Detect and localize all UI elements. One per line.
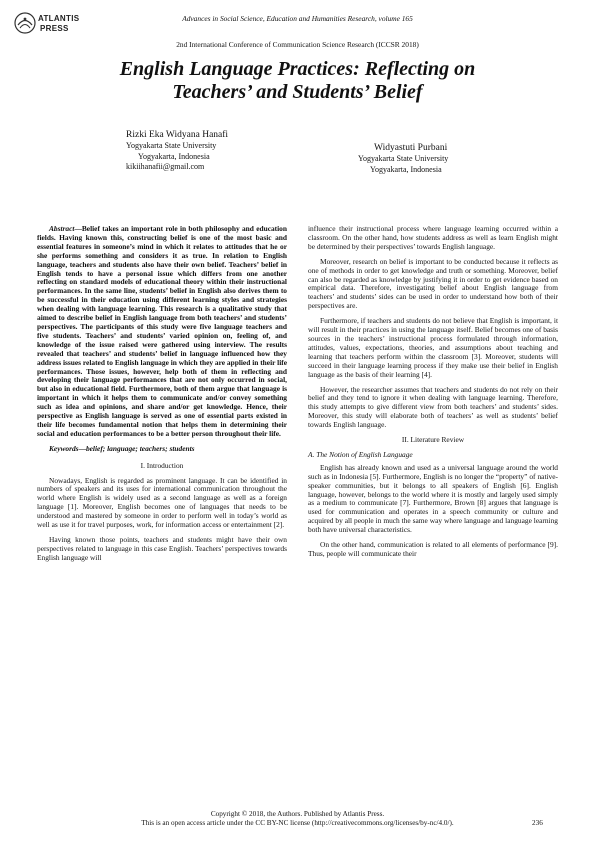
author-email: kikiihanafii@gmail.com	[126, 162, 205, 171]
title-line-1: English Language Practices: Reflecting on	[119, 58, 476, 80]
series-title: Advances in Social Science, Education and Humanities Research, volume 165	[182, 14, 413, 23]
keywords: Keywords—belief; language; teachers; students	[49, 443, 195, 453]
paragraph: influence their instructional process where language learning occurred within a classroom. On the other hand, how students address as well as learn English might be determined by their perspectives’ towards English language.	[308, 224, 558, 251]
paragraph: Furthermore, if teachers and students do not believe that English is important, it will result in their practices in using the language itself. Belief becomes one of basis sources in the teachers’ instructional process formulated through information, attitudes, values, expectations, theories, and assumptions about teaching and learning that teachers perform within the classroom [3]. Moreover, students will succeed in their language learning process if they make use their belief in English language as the basis of their learning [4].	[308, 316, 558, 379]
author-name: Rizki Eka Widyana Hanafi	[126, 130, 229, 140]
abstract-lead: Abstract	[49, 224, 75, 233]
conference-name: 2nd International Conference of Communication Science Research (ICCSR 2018)	[176, 40, 419, 49]
paragraph: Nowadays, English is regarded as prominent language. It can be identified in numbers of speakers and its uses for international communication throughout the world where English is widely used as a second language as well as a foreign language [1]. Moreover, English becomes one of languages that needs to be understood and mastered by someone in order to perform well in today’s world as well as use it for travel purposes, work, for information access or entertainment [2].	[37, 475, 287, 530]
author-block-2	[358, 142, 448, 175]
author-affiliation: Yogyakarta State University	[126, 141, 217, 150]
title-line-2: Teachers’ and Students’ Belief	[172, 81, 423, 103]
page-number: 236	[532, 819, 543, 827]
author-location: Yogyakarta, Indonesia	[370, 164, 442, 174]
paragraph: On the other hand, communication is related to all elements of performance [9]. Thus, people will communicate their	[308, 540, 558, 558]
page-footer	[0, 810, 595, 828]
logo-text-press: PRESS	[40, 24, 69, 33]
author-affiliation: Yogyakarta State University	[358, 154, 449, 163]
paper-title	[40, 58, 555, 104]
author-name: Widyastuti Purbani	[374, 143, 448, 153]
copyright-line: Copyright © 2018, the Authors. Published by Atlantis Press.	[210, 810, 385, 818]
right-column	[308, 225, 558, 565]
license-line: This is an open access article under the CC BY-NC license (http://creativecommons.org/licenses/by-nc/4.0/).	[141, 819, 454, 827]
publisher-logo	[8, 6, 98, 40]
paragraph: Having known those points, teachers and students might have their own perspectives related to language in this case English. Teachers’ perspectives towards English language will	[37, 535, 287, 562]
abstract	[37, 225, 287, 439]
left-column	[37, 225, 287, 569]
section-heading-introduction: I. Introduction	[140, 460, 184, 470]
paragraph: English has already known and used as a universal language around the world such as in Indonesia [5]. Furthermore, English is no longer the “property” of native-speaker communities, but it belongs to all speakers of English [6]. English language, however, belongs to the world where it is mostly and largely used simply as a medium to communicate [7]. Furthermore, Brown [8] argues that language is used for communication and operates in a speech community or culture and acquired by all people in much the same way where language and language learning both have universal characteristics.	[308, 462, 558, 535]
abstract-text: —Belief takes an important role in both philosophy and education fields. Having known this, constructing belief is one of the most basic and essential features in someone’s mind in which it relates to attitudes that he or she performs something and considers it as true. In relation to English language, teachers and students also have their own belief. Teachers’ belief in English tends to have a personal issue which differs from one another reflecting on standard models of educational theory within their instructional performances. In the same line, students’ belief in English also derives them to be successful in their education using different learning styles and strategies when dealing with language learning. This research is a qualitative study that aimed to describe belief in English language from both teachers’ and students’ perspectives. The participants of this study were five language teachers and five students. Teachers’ and students’ varied opinion on, feeling of, and knowledge of the issue raised were gathered using interview. The results revealed that teachers’ and students’ belief in language influenced how they address issues related to English language in which they are applied in their life performances. Those issues, however, help both of them in reflecting and developing their language performances that are not only occurred in social, but also in educational field. Furthermore, both of them argue that language is important in which it helps them to communicate and/or convey something such as idea and opinions, and share and/or get knowledge. Hence, their perspective as English language is served as one of essential parts existed in their life becomes fundamental notion that helps them in determining their social and education performances to be a better person throughout their life.	[37, 224, 287, 438]
author-block-1	[126, 129, 228, 173]
paragraph: Moreover, research on belief is important to be conducted because it reflects as one of methods in order to get knowledge and truth or something. Moreover, belief can also be regarded as knowledge by justifying it in order to get evidence based on empirical data. Therefore, investigating belief about English language from teachers’ and students’ sides can be used in order to understand how both of their perspectives are.	[308, 256, 558, 311]
paragraph: However, the researcher assumes that teachers and students do not rely on their belief and they tend to ignore it when dealing with language learning. Therefore, this study attempts to give different view from both teachers’ and students’ sides. Moreover, this study will elaborate both of teachers’ as well as students’ belief towards English language.	[308, 384, 558, 430]
author-location: Yogyakarta, Indonesia	[138, 151, 210, 161]
section-heading-literature-review: II. Literature Review	[401, 435, 465, 445]
subsection-heading: A. The Notion of English Language	[308, 449, 413, 459]
logo-text-atlantis: ATLANTIS	[38, 14, 80, 23]
